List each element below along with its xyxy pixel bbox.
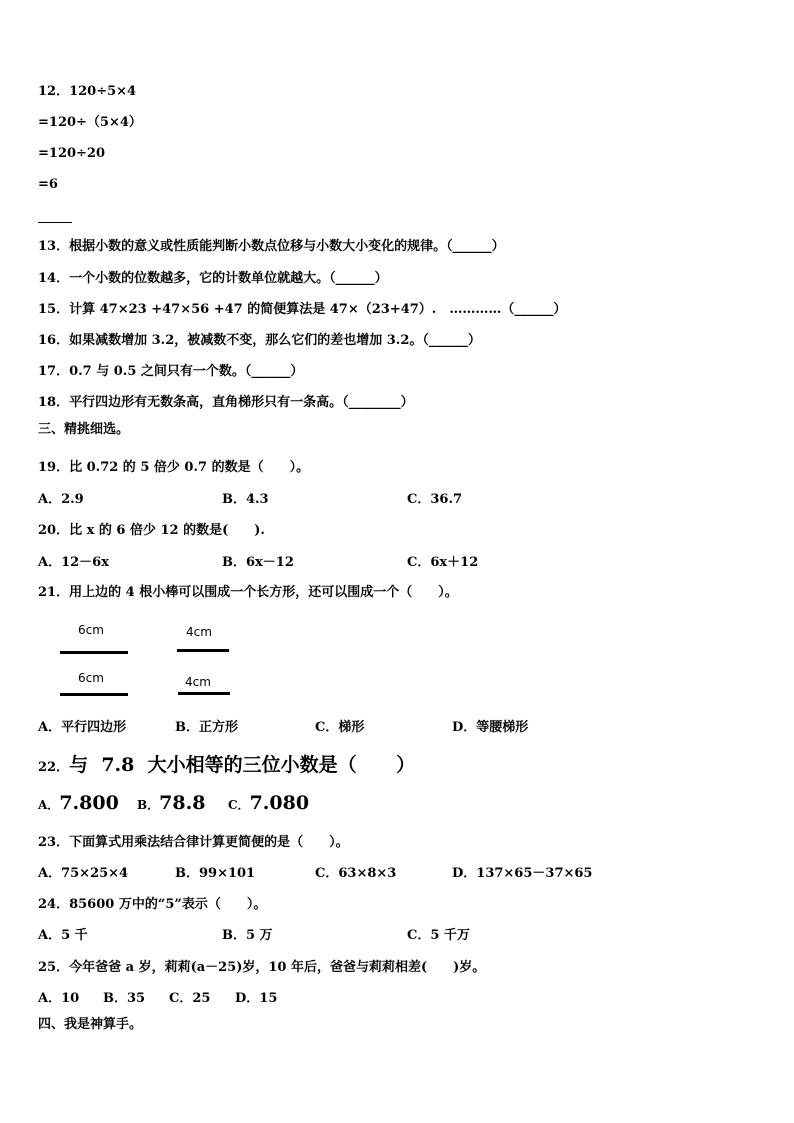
q22-option-a[interactable]: A．7.800 [38,792,119,814]
answer-blank[interactable]: （______） [446,239,505,254]
stick-label-4cm-bottom: 4cm [185,675,211,689]
stick-label-6cm-top: 6cm [78,623,104,637]
q25-option-b[interactable]: B．35 [103,991,146,1006]
q12-line-2: =120÷（5×4） [38,115,142,130]
question-16: 16．如果减数增加 3.2，被减数不变，那么它们的差也增加 3.2。（______） [38,333,481,348]
stick-6cm-top [60,651,128,654]
q23-option-d[interactable]: D．137×65－37×65 [452,866,593,881]
section-4-heading: 四、我是神算手。 [38,1017,143,1032]
answer-blank[interactable]: （______） [244,364,304,379]
question-20: 20．比 x 的 6 倍少 12 的数是( ). [38,523,265,538]
q23-option-c[interactable]: C．63×8×3 [315,866,397,881]
q25-option-d[interactable]: D．15 [235,991,278,1006]
question-17: 17．0.7 与 0.5 之间只有一个数。（______） [38,364,304,379]
q20-option-c[interactable]: C．6x＋12 [407,555,479,570]
question-14: 14．一个小数的位数越多，它的计数单位就越大。（______） [38,271,388,286]
q12-line-1: 12．120÷5×4 [38,84,137,99]
answer-blank[interactable]: （______） [329,271,388,286]
q22-option-b[interactable]: B．78.8 [137,792,206,814]
q21-option-c[interactable]: C．梯形 [315,720,365,735]
q12-answer-mark: ____ [38,207,64,222]
q24-option-b[interactable]: B．5 万 [222,928,273,943]
question-13: 13．根据小数的意义或性质能判断小数点位移与小数大小变化的规律。（______） [38,239,505,254]
q24-option-a[interactable]: A．5 千 [38,928,88,943]
q21-option-a[interactable]: A．平行四边形 [38,720,127,735]
question-19: 19．比 0.72 的 5 倍少 0.7 的数是（ ）。 [38,460,310,475]
answer-blank[interactable]: （______） [501,302,567,317]
stick-4cm-top [177,649,229,652]
section-3-heading: 三、精挑细选。 [38,422,130,437]
q24-option-c[interactable]: C．5 千万 [407,928,470,943]
answer-blank[interactable]: （________） [342,395,414,410]
q25-option-a[interactable]: A．10 [38,991,80,1006]
q12-line-3: =120÷20 [38,146,106,161]
question-21: 21．用上边的 4 根小棒可以围成一个长方形，还可以围成一个（ ）。 [38,585,458,600]
q19-option-c[interactable]: C．36.7 [407,492,463,507]
stick-4cm-bottom [178,692,230,695]
q23-option-a[interactable]: A．75×25×4 [38,866,129,881]
question-25: 25．今年爸爸 a 岁，莉莉(a－25)岁，10 年后，爸爸与莉莉相差( )岁。 [38,960,486,975]
q25-option-c[interactable]: C．25 [169,991,211,1006]
stick-label-4cm-top: 4cm [186,625,212,639]
q23-option-b[interactable]: B．99×101 [175,866,256,881]
question-24: 24．85600 万中的“5”表示（ ）。 [38,897,267,912]
q20-option-b[interactable]: B．6x－12 [222,555,294,570]
answer-underline [38,222,72,223]
q12-line-4: =6 [38,177,58,192]
question-22: 22．与 7.8 大小相等的三位小数是（ ） [38,754,416,776]
question-23: 23．下面算式用乘法结合律计算更简便的是（ ）。 [38,835,349,850]
stick-label-6cm-bottom: 6cm [78,671,104,685]
q21-option-b[interactable]: B．正方形 [175,720,238,735]
q22-option-c[interactable]: C．7.080 [228,792,310,814]
q19-option-b[interactable]: B．4.3 [222,492,269,507]
question-18: 18．平行四边形有无数条高，直角梯形只有一条高。（________） [38,395,414,410]
q19-option-a[interactable]: A．2.9 [38,492,84,507]
answer-blank[interactable]: （______） [422,333,481,348]
q21-option-d[interactable]: D．等腰梯形 [452,720,529,735]
question-15: 15．计算 47×23 +47×56 +47 的简便算法是 47×（23+47）. …………（______） [38,302,567,317]
stick-6cm-bottom [60,693,128,696]
q20-option-a[interactable]: A．12－6x [38,555,109,570]
